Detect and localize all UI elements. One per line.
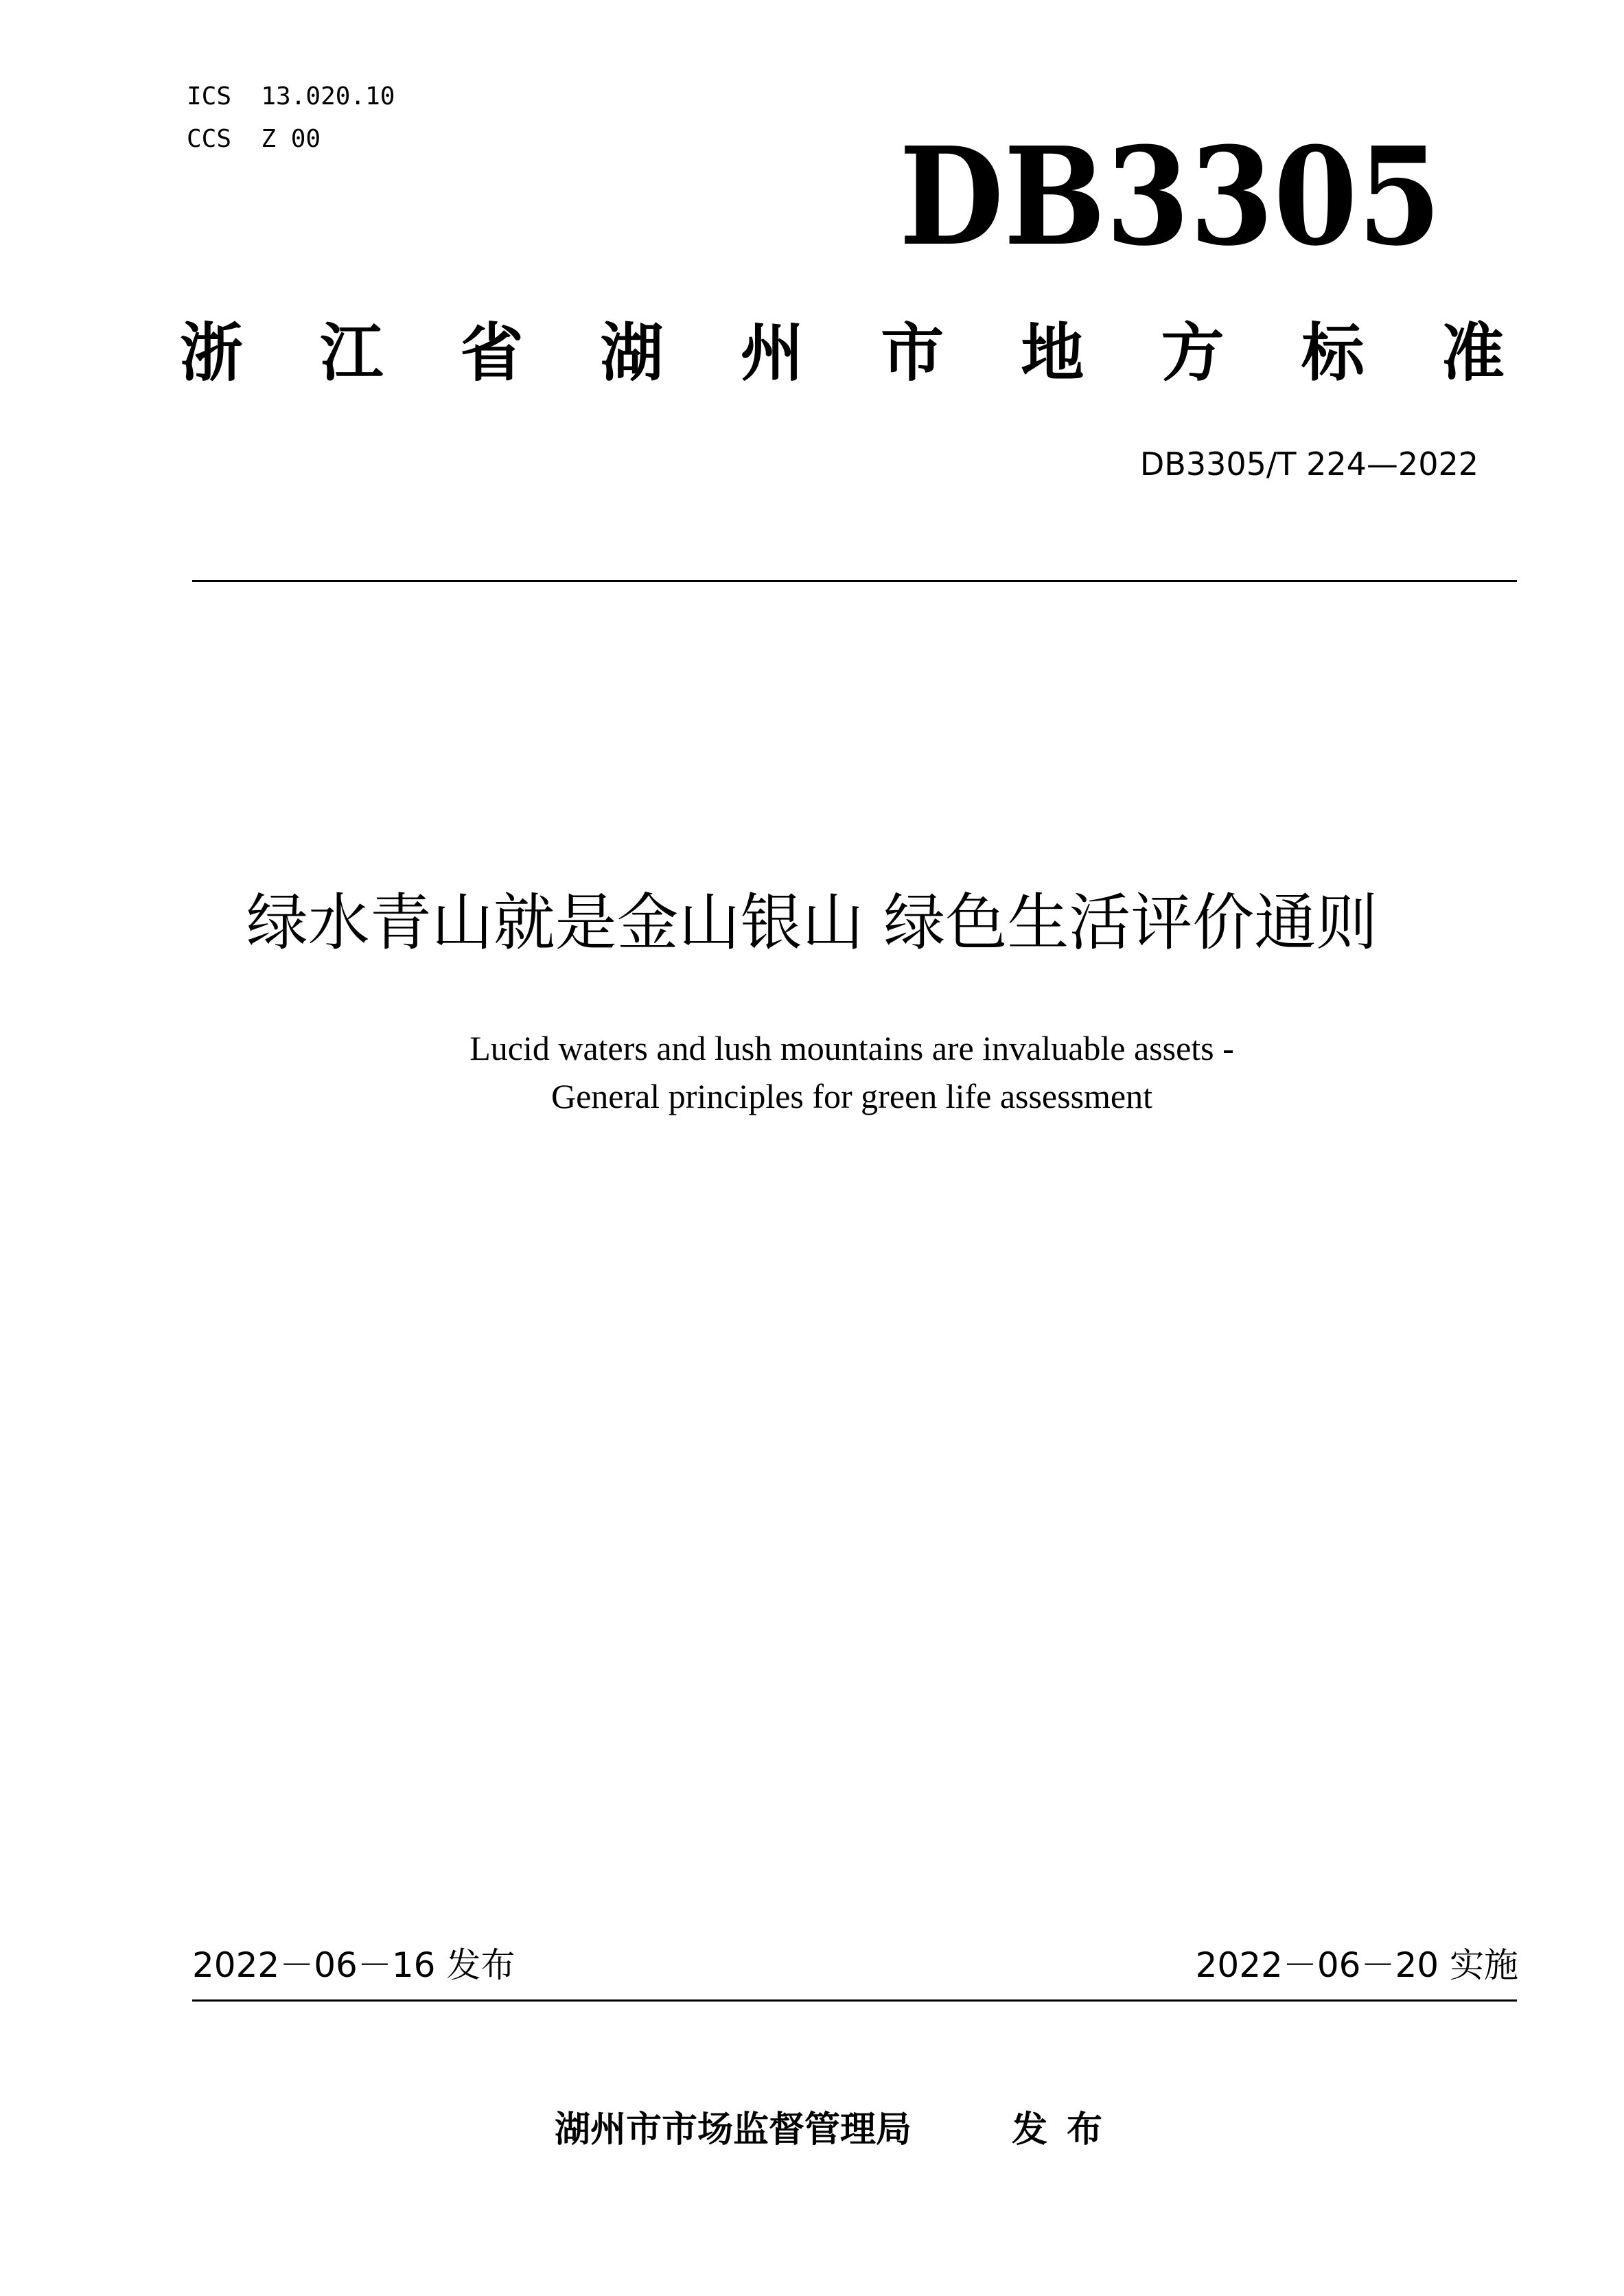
- category-char: 地: [1021, 316, 1084, 390]
- publisher-name: 湖州市市场监督管理局: [555, 2109, 912, 2150]
- title-english-line2: General principles for green life assessment: [550, 1077, 1153, 1115]
- db3305-logo-text: DB3305: [899, 134, 1441, 264]
- issue-date: 2022－06－16 发布: [192, 1945, 515, 1985]
- publisher-action: 发布: [1012, 2109, 1122, 2150]
- title-english-line1: Lucid waters and lush mountains are invaluable assets -: [469, 1029, 1234, 1067]
- category-char: 浙: [180, 316, 244, 390]
- bottom-divider: [192, 1999, 1517, 2002]
- top-divider: [192, 580, 1517, 582]
- category-char: 湖: [600, 316, 664, 390]
- category-char: 州: [740, 316, 804, 390]
- title-english: [0, 1024, 1624, 1120]
- category-char: 方: [1161, 316, 1225, 390]
- db3305-logo: [899, 134, 1448, 264]
- category-char: 省: [460, 316, 524, 390]
- implementation-date: 2022－06－20 实施: [1195, 1945, 1518, 1985]
- category-char: 市: [881, 316, 944, 390]
- standard-category: [180, 316, 1505, 391]
- title-chinese: 绿水青山就是金山银山 绿色生活评价通则: [246, 887, 1378, 959]
- category-char: 标: [1301, 316, 1365, 390]
- ics-code: ICS 13.020.10: [187, 82, 395, 111]
- category-char: 准: [1441, 316, 1505, 390]
- ccs-code: CCS Z 00: [187, 125, 321, 153]
- category-char: 江: [320, 316, 384, 390]
- standard-number: DB3305/T 224—2022: [1139, 445, 1478, 483]
